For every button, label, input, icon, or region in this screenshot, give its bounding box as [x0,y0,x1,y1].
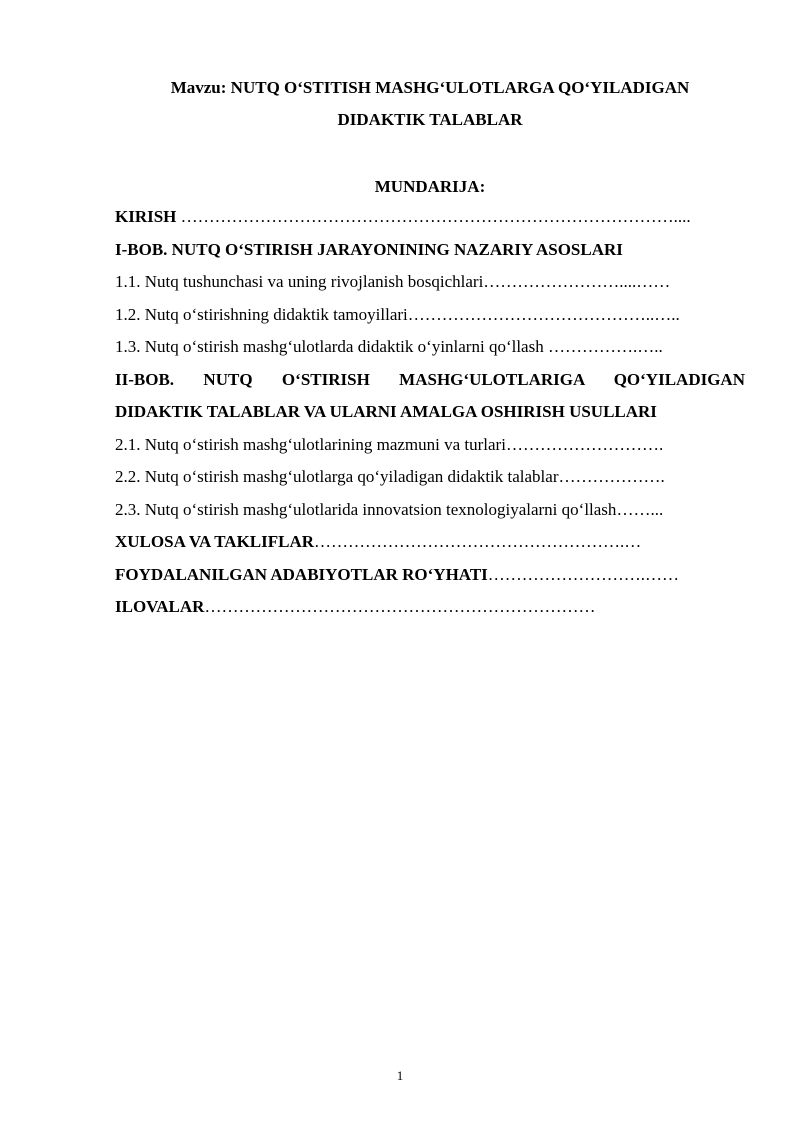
toc-entry-label: ILOVALAR [115,597,205,616]
toc-entry-chapter-2-line-1: II-BOB. NUTQ O‘STIRISH MASHG‘ULOTLARIGA QO‘YILADIGAN [115,369,745,389]
toc-entry-1-1 [115,266,745,299]
toc-entry-label: 2.3. Nutq o‘stirish mashg‘ulotlarida innovatsion texnologiyalarni qo‘llash [115,499,617,519]
toc-entry-dots: ………………………. [505,434,664,454]
toc-entry-references [115,559,745,592]
title-line-2: DIDAKTIK TALABLAR [337,110,523,129]
toc-entry-dots: ……………………………………………….… [314,532,642,551]
toc-entry-1-3 [115,331,745,364]
toc-entry-dots: ……………………………………..….. [407,304,680,324]
toc-entry-appendices [115,591,745,624]
toc-entry-chapter-2-line-2: DIDAKTIK TALABLAR VA ULARNI AMALGA OSHIRISH USULLARI [115,402,657,421]
toc-entry-dots: ………………. [558,467,665,486]
toc-entry-dots: ……………………….…… [487,564,680,584]
toc-entry-chapter-1 [115,234,745,267]
toc-entry-kirish [115,201,745,234]
toc-entry-label: FOYDALANILGAN ADABIYOTLAR RO‘YHATI [115,564,488,584]
toc-entry-label: KIRISH [115,207,181,226]
toc-entry-label: I-BOB. NUTQ O‘STIRISH JARAYONINING NAZARIY ASOSLARI [115,239,623,259]
toc-entry-2-3 [115,494,745,527]
toc-entry-conclusion [115,526,745,559]
title-line-1: Mavzu: NUTQ O‘STITISH MASHG‘ULOTLARGA QO‘YILADIGAN [170,78,690,97]
page-number: 1 [396,1068,404,1083]
toc-entry-label: XULOSA VA TAKLIFLAR [115,532,315,551]
toc-entry-dots: …………………………………………………………… [204,597,596,616]
toc-entry-2-2 [115,461,745,494]
toc-entry-label: 2.1. Nutq o‘stirish mashg‘ulotlarining mazmuni va turlari [115,434,506,454]
toc-entry-2-1 [115,429,745,462]
toc-entry-label: 1.3. Nutq o‘stirish mashg‘ulotlarda didaktik o‘yinlarni qo‘llash [115,337,548,356]
toc-entry-label: 1.1. Nutq tushunchasi va uning rivojlanish bosqichlari [115,272,484,291]
table-of-contents [115,201,745,624]
toc-entry-1-2 [115,299,745,332]
toc-entry-dots: ……... [616,499,664,519]
toc-entry-dots: …………………………………………………………………………….... [180,207,691,226]
toc-entry-dots: ……………………....…… [483,272,671,291]
toc-entry-label: 2.2. Nutq o‘stirish mashg‘ulotlarga qo‘yiladigan didaktik talablar [115,467,559,486]
toc-entry-label: 1.2. Nutq o‘stirishning didaktik tamoyillari [115,304,408,324]
toc-entry-dots: …………….….. [547,337,663,356]
toc-heading: MUNDARIJA: [374,177,486,196]
